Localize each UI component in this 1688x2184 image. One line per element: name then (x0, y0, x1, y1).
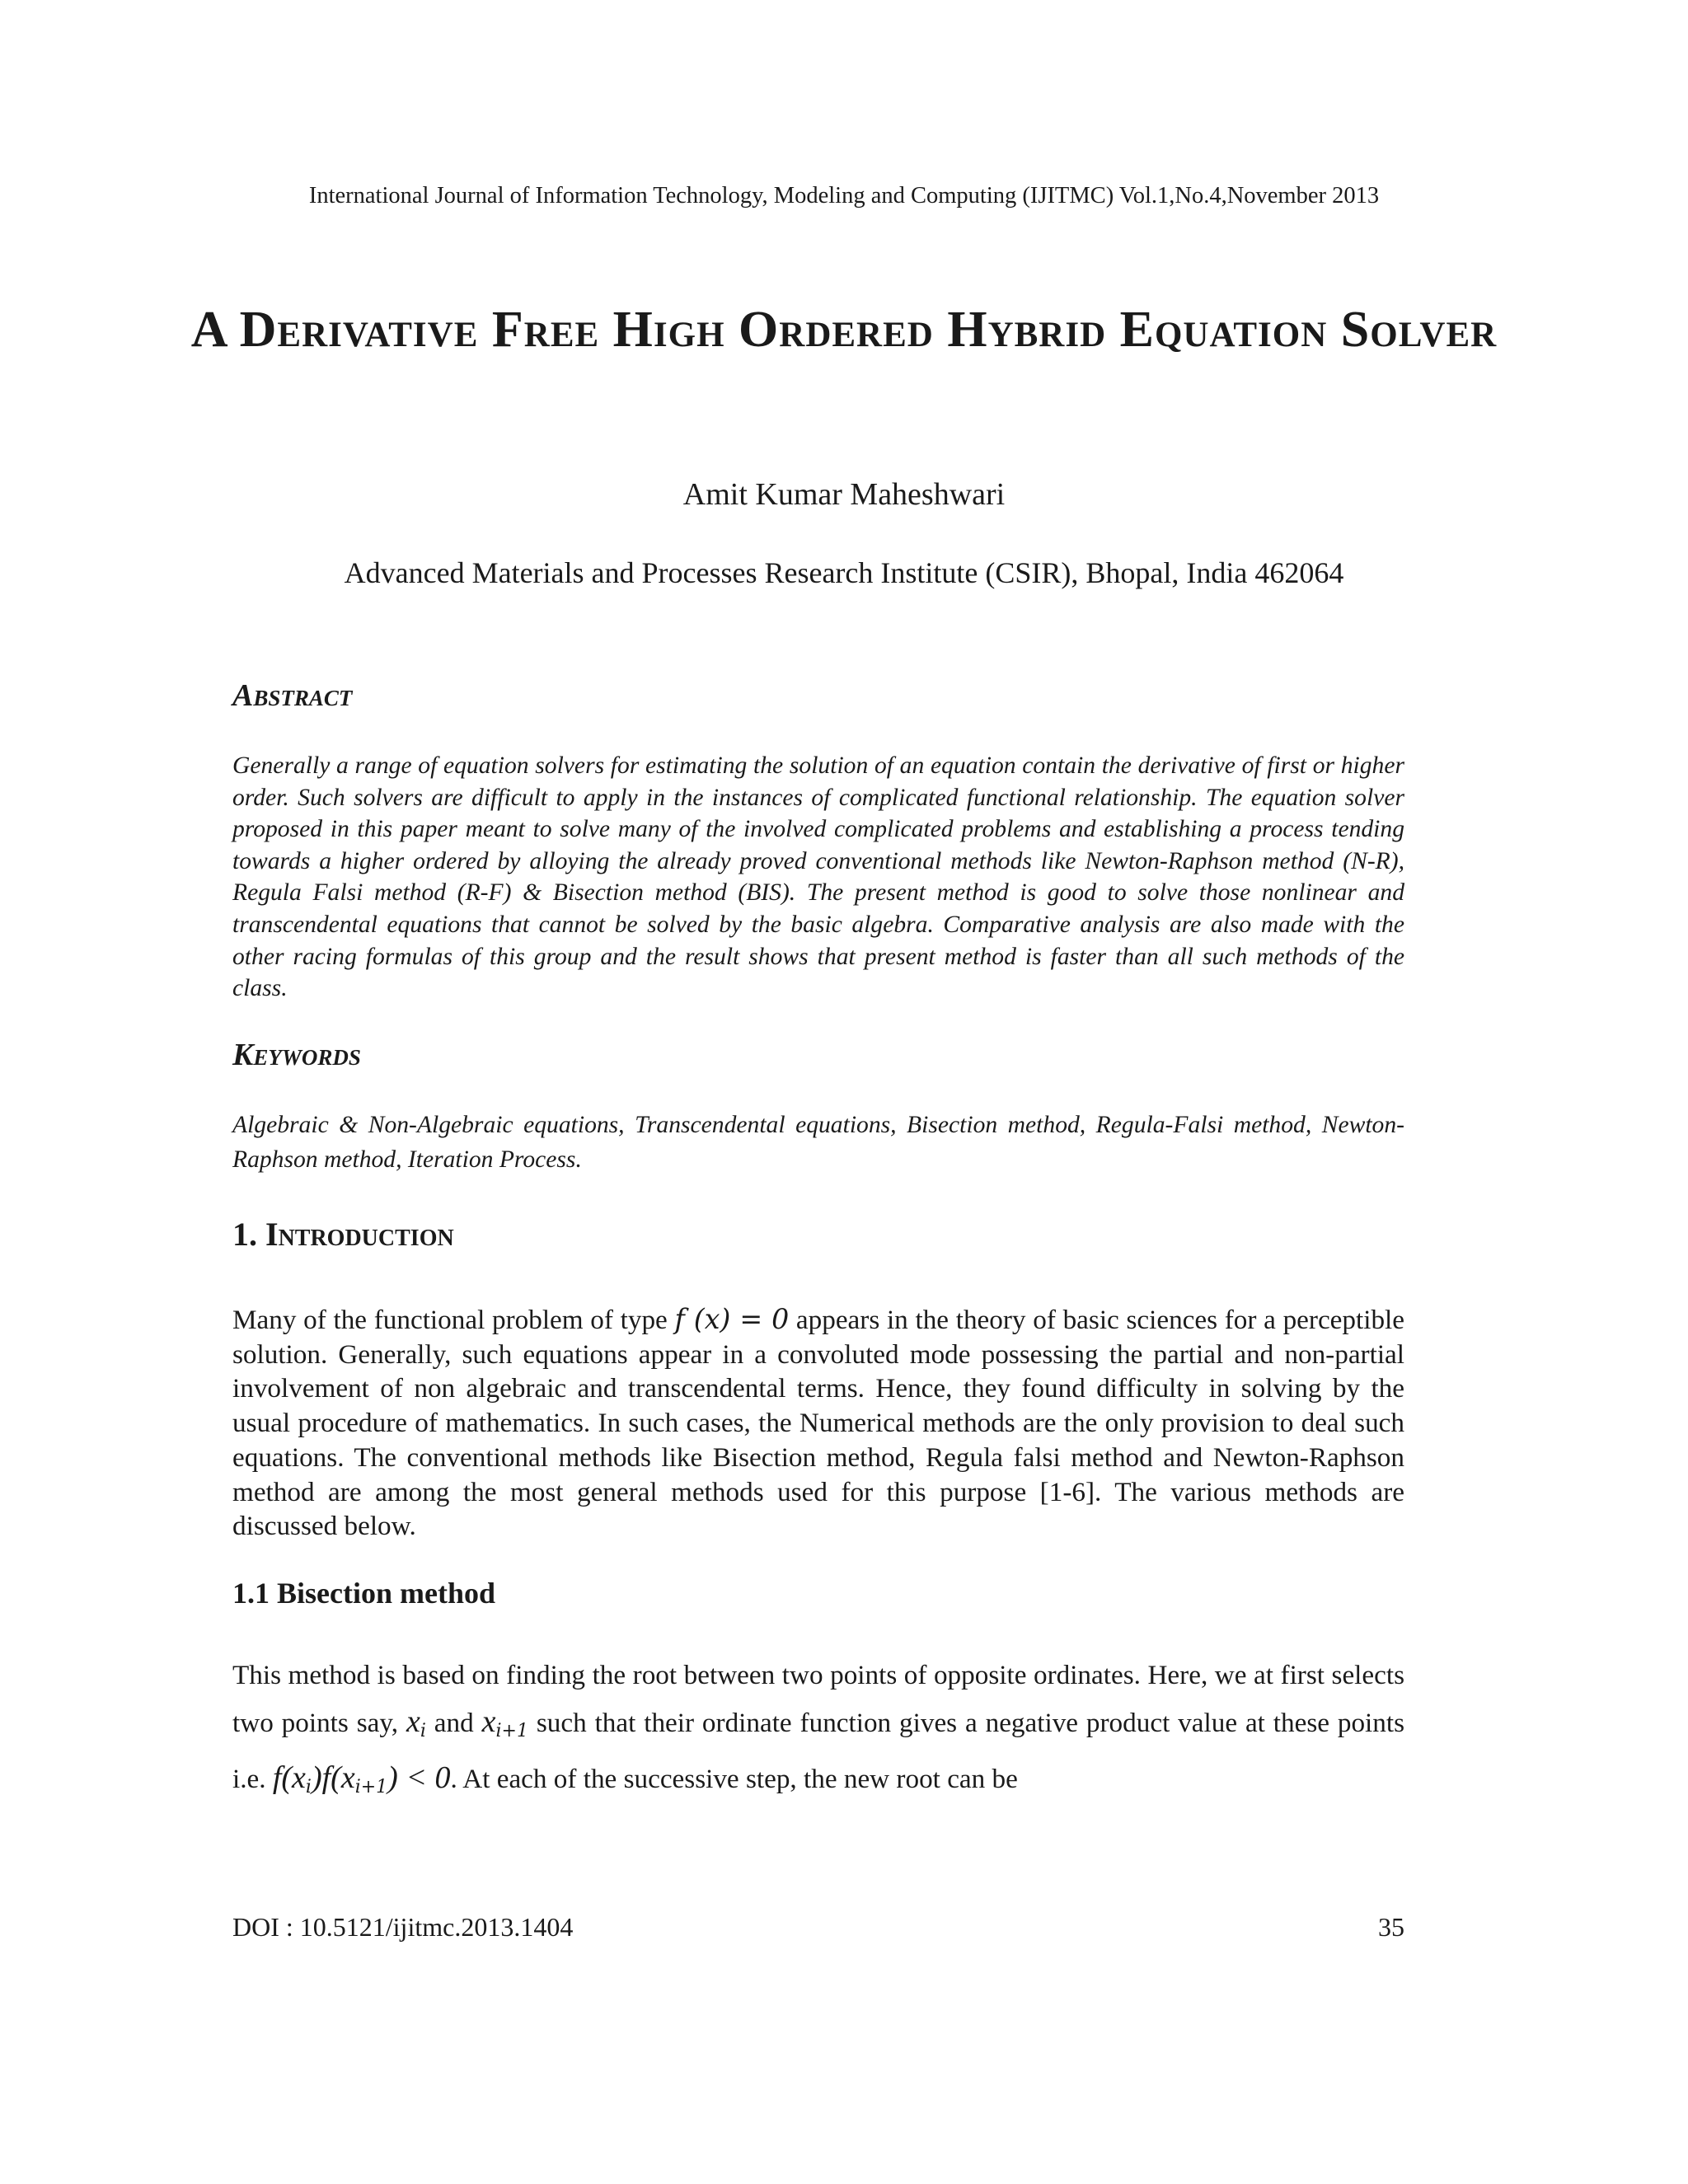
var-xi-subscript: i (420, 1721, 426, 1741)
page-number: 35 (1378, 1912, 1404, 1942)
product-formula-part1: f(x (272, 1760, 306, 1795)
intro-formula: f (x) = 0 (674, 1303, 790, 1335)
product-formula-sub1: i (305, 1777, 312, 1797)
bisection-text-3: . At each of the successive step, the new root can be (450, 1764, 1018, 1794)
author-affiliation: Advanced Materials and Processes Research Institute (CSIR), Bhopal, India 462064 (344, 556, 1344, 589)
abstract-heading: Abstract (232, 678, 353, 713)
bisection-paragraph (232, 1652, 1404, 1811)
intro-text-before: Many of the functional problem of type (232, 1305, 675, 1335)
bisection-text-2: such that their ordinate function gives a negative product value at these points i.e. (232, 1708, 1404, 1794)
bisection-text-1: This method is based on finding the root between two points of opposite ordinates. Here, we at first selects two points say, (232, 1660, 1404, 1738)
product-formula-part3: ) < 0 (387, 1760, 451, 1795)
intro-text-after: appears in the theory of basic sciences for a perceptible solution. Generally, such equations appear in a convoluted mode possessing the partial and non-partial involvement of non algebraic and transcendental terms. Hence, they found difficulty in solving by the usual procedure of mathematics. In such cases, the Numerical methods are the only provision to deal such equations. The conventional methods like Bisection method, Regula falsi method and Newton-Raphson method are among the most general methods used for this purpose [1-6]. The various methods are discussed below. (232, 1305, 1404, 1542)
paper-title: A Derivative Free High Ordered Hybrid Equation Solver (190, 302, 1498, 358)
bisection-heading: 1.1 Bisection method (232, 1577, 495, 1610)
introduction-heading: 1. Introduction (232, 1216, 454, 1253)
var-xi1-subscript: i+1 (495, 1721, 528, 1741)
introduction-paragraph (232, 1302, 1404, 1544)
journal-running-header: International Journal of Information Technology, Modeling and Computing (IJITMC) Vol.1,No.4,November 2013 (308, 183, 1380, 209)
abstract-text: Generally a range of equation solvers for estimating the solution of an equation contain the derivative of first or higher order. Such solvers are difficult to apply in the instances of complicated functional relationship. The equation solver proposed in this paper meant to solve many of the involved complicated problems and establishing a process tending towards a higher ordered by alloying the already proved conventional methods like Newton-Raphson method (N-R), Regula Falsi method (R-F) & Bisection method (BIS). The present method is good to solve those nonlinear and transcendental equations that cannot be solved by the basic algebra. Comparative analysis are also made with the other racing formulas of this group and the result shows that present method is faster than all such methods of the class. (232, 752, 1404, 1002)
product-formula-part2: )f(x (311, 1760, 355, 1795)
footer-doi: DOI : 10.5121/ijitmc.2013.1404 (232, 1912, 574, 1942)
bisection-and: and (425, 1708, 482, 1738)
keywords-text: Algebraic & Non-Algebraic equations, Transcendental equations, Bisection method, Regula-Falsi method, Newton-Raphson method, Iteration Process. (232, 1112, 1404, 1173)
product-formula-sub2: i+1 (354, 1777, 388, 1797)
author-name: Amit Kumar Maheshwari (682, 477, 1006, 512)
keywords-heading: Keywords (232, 1038, 361, 1072)
var-xi1: x (481, 1704, 496, 1739)
var-xi: x (406, 1704, 420, 1739)
